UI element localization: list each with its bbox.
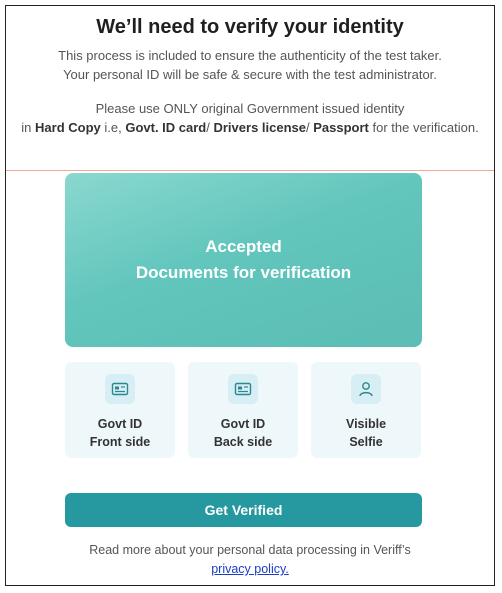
notice-passport: Passport: [313, 120, 369, 135]
notice-sep-2: /: [306, 120, 314, 135]
person-icon: [351, 374, 381, 404]
banner-line-1: Accepted: [205, 237, 282, 256]
doc-label: [188, 415, 298, 451]
notice-sep-1: /: [206, 120, 214, 135]
privacy-policy-link[interactable]: privacy policy.: [211, 562, 289, 576]
notice-license: Drivers license: [213, 120, 306, 135]
page-title: We’ll need to verify your identity: [96, 16, 404, 38]
get-verified-button[interactable]: Get Verified: [65, 493, 422, 527]
notice-line-1: Please use ONLY original Government issued identity: [95, 101, 405, 116]
doc-label-line-1: Visible: [345, 417, 387, 431]
id-card-icon: [228, 374, 258, 404]
notice-govt-id: Govt. ID card: [125, 120, 207, 135]
doc-card-visible-selfie: [311, 362, 421, 458]
notice-suffix: for the verification.: [368, 120, 479, 135]
notice-hard-copy: Hard Copy: [35, 120, 101, 135]
notice-ie: i.e,: [100, 120, 126, 135]
doc-label-line-1: Govt ID: [220, 417, 266, 431]
header: [6, 6, 494, 171]
notice-prefix: in: [21, 120, 36, 135]
doc-card-govt-id-front: [65, 362, 175, 458]
doc-label-line-2: Selfie: [349, 435, 383, 449]
subtitle-line-2: Your personal ID will be safe & secure with the test administrator.: [63, 67, 437, 82]
doc-card-govt-id-back: [188, 362, 298, 458]
doc-label: [311, 415, 421, 451]
doc-label-line-1: Govt ID: [97, 417, 143, 431]
accepted-documents-banner: [65, 173, 422, 347]
header-divider: [6, 170, 494, 171]
doc-label-line-2: Front side: [89, 435, 151, 449]
verification-panel: [5, 5, 495, 586]
doc-label: [65, 415, 175, 451]
privacy-footer-text: Read more about your personal data processing in Veriff’s: [89, 543, 411, 557]
privacy-footer-link-row: [6, 562, 494, 576]
doc-label-line-2: Back side: [213, 435, 273, 449]
notice-line-2: [6, 120, 494, 135]
id-card-icon: [105, 374, 135, 404]
banner-line-2: Documents for verification: [135, 263, 352, 282]
subtitle-line-1: This process is included to ensure the authenticity of the test taker.: [58, 48, 442, 63]
